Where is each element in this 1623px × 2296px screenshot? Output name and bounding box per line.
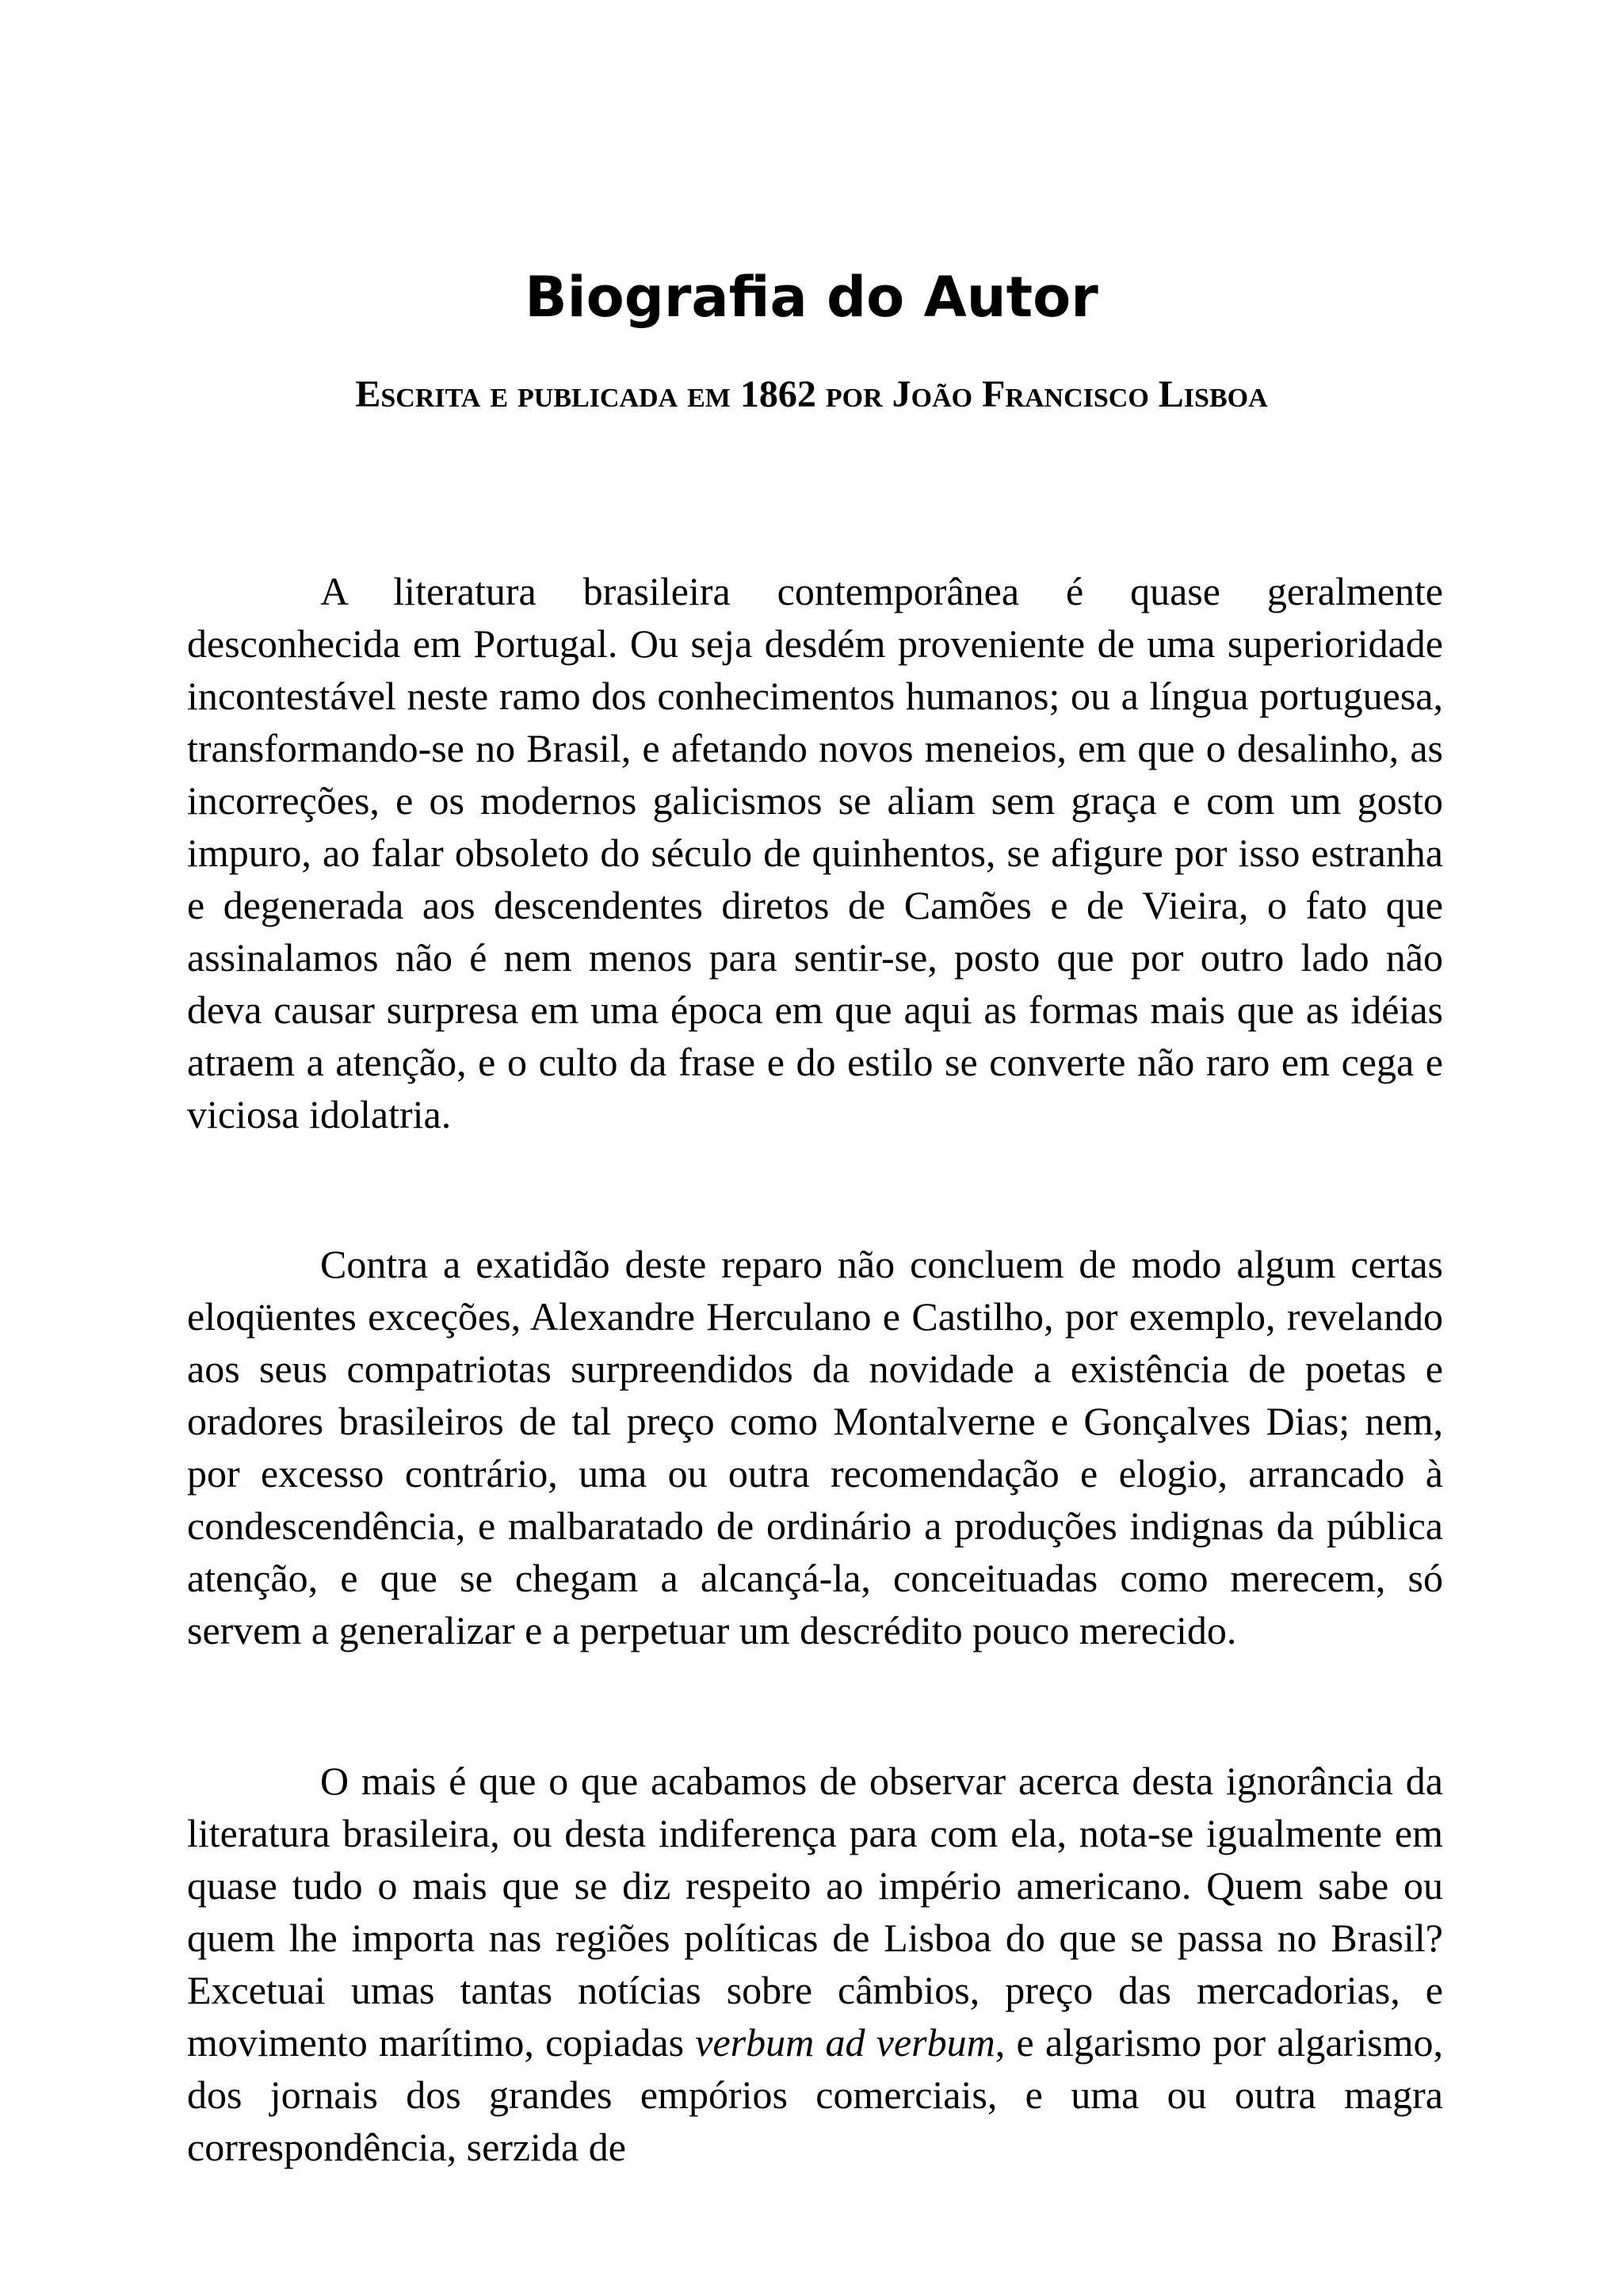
paragraph-3-text-end: , e algarismo por algarismo, dos jornais dos grandes empórios comerciais, e uma ou outra magra correspondência, serzida de (187, 2020, 1443, 2169)
paragraph-3-text-start: O mais é que o que acabamos de observar acerca desta ignorância da literatura brasileira, ou desta indiferença para com ela, nota-se igualmente em quase tudo o mais que se diz respeito ao império americano. Quem sabe ou quem lhe importa nas regiões políticas de Lisboa do que se passa no Brasil? Excetuai umas tantas notícias sobre câmbios, preço das mercadorias, e movimento marítimo, copiadas (187, 1759, 1443, 2065)
page-title: Biografia do Autor (525, 265, 1098, 330)
page-subtitle: Escrita e publicada em 1862 por João Francisco Lisboa (355, 373, 1268, 415)
latin-phrase: verbum ad verbum (695, 2020, 995, 2065)
paragraph-1: A literatura brasileira contemporânea é quase geralmente desconhecida em Portugal. Ou seja desdém proveniente de uma superioridade incontestável neste ramo dos conhecimentos humanos; ou a língua portuguesa, transformando-se no Brasil, e afetando novos meneios, em que o desalinho, as incorreções, e os modernos galicismos se aliam sem graça e com um gosto impuro, ao falar obsoleto do século de quinhentos, se afigure por isso estranha e degenerada aos descendentes diretos de Camões e de Vieira, o fato que assinalamos não é nem menos para sentir-se, posto que por outro lado não deva causar surpresa em uma época em que aqui as formas mais que as idéias atraem a atenção, e o culto da frase e do estilo se converte não raro em cega e viciosa idolatria. (187, 569, 1443, 1137)
paragraph-2: Contra a exatidão deste reparo não concluem de modo algum certas eloqüentes exceções, Alexandre Herculano e Castilho, por exemplo, revelando aos seus compatriotas surpreendidos da novidade a existência de poetas e oradores brasileiros de tal preço como Montalverne e Gonçalves Dias; nem, por excesso contrário, uma ou outra recomendação e elogio, arrancado à condescendência, e malbaratado de ordinário a produções indignas da pública atenção, e que se chegam a alcançá-la, conceituadas como merecem, só servem a generalizar e a perpetuar um descrédito pouco merecido. (187, 1242, 1443, 1652)
paragraph-3 (187, 1755, 1443, 2173)
